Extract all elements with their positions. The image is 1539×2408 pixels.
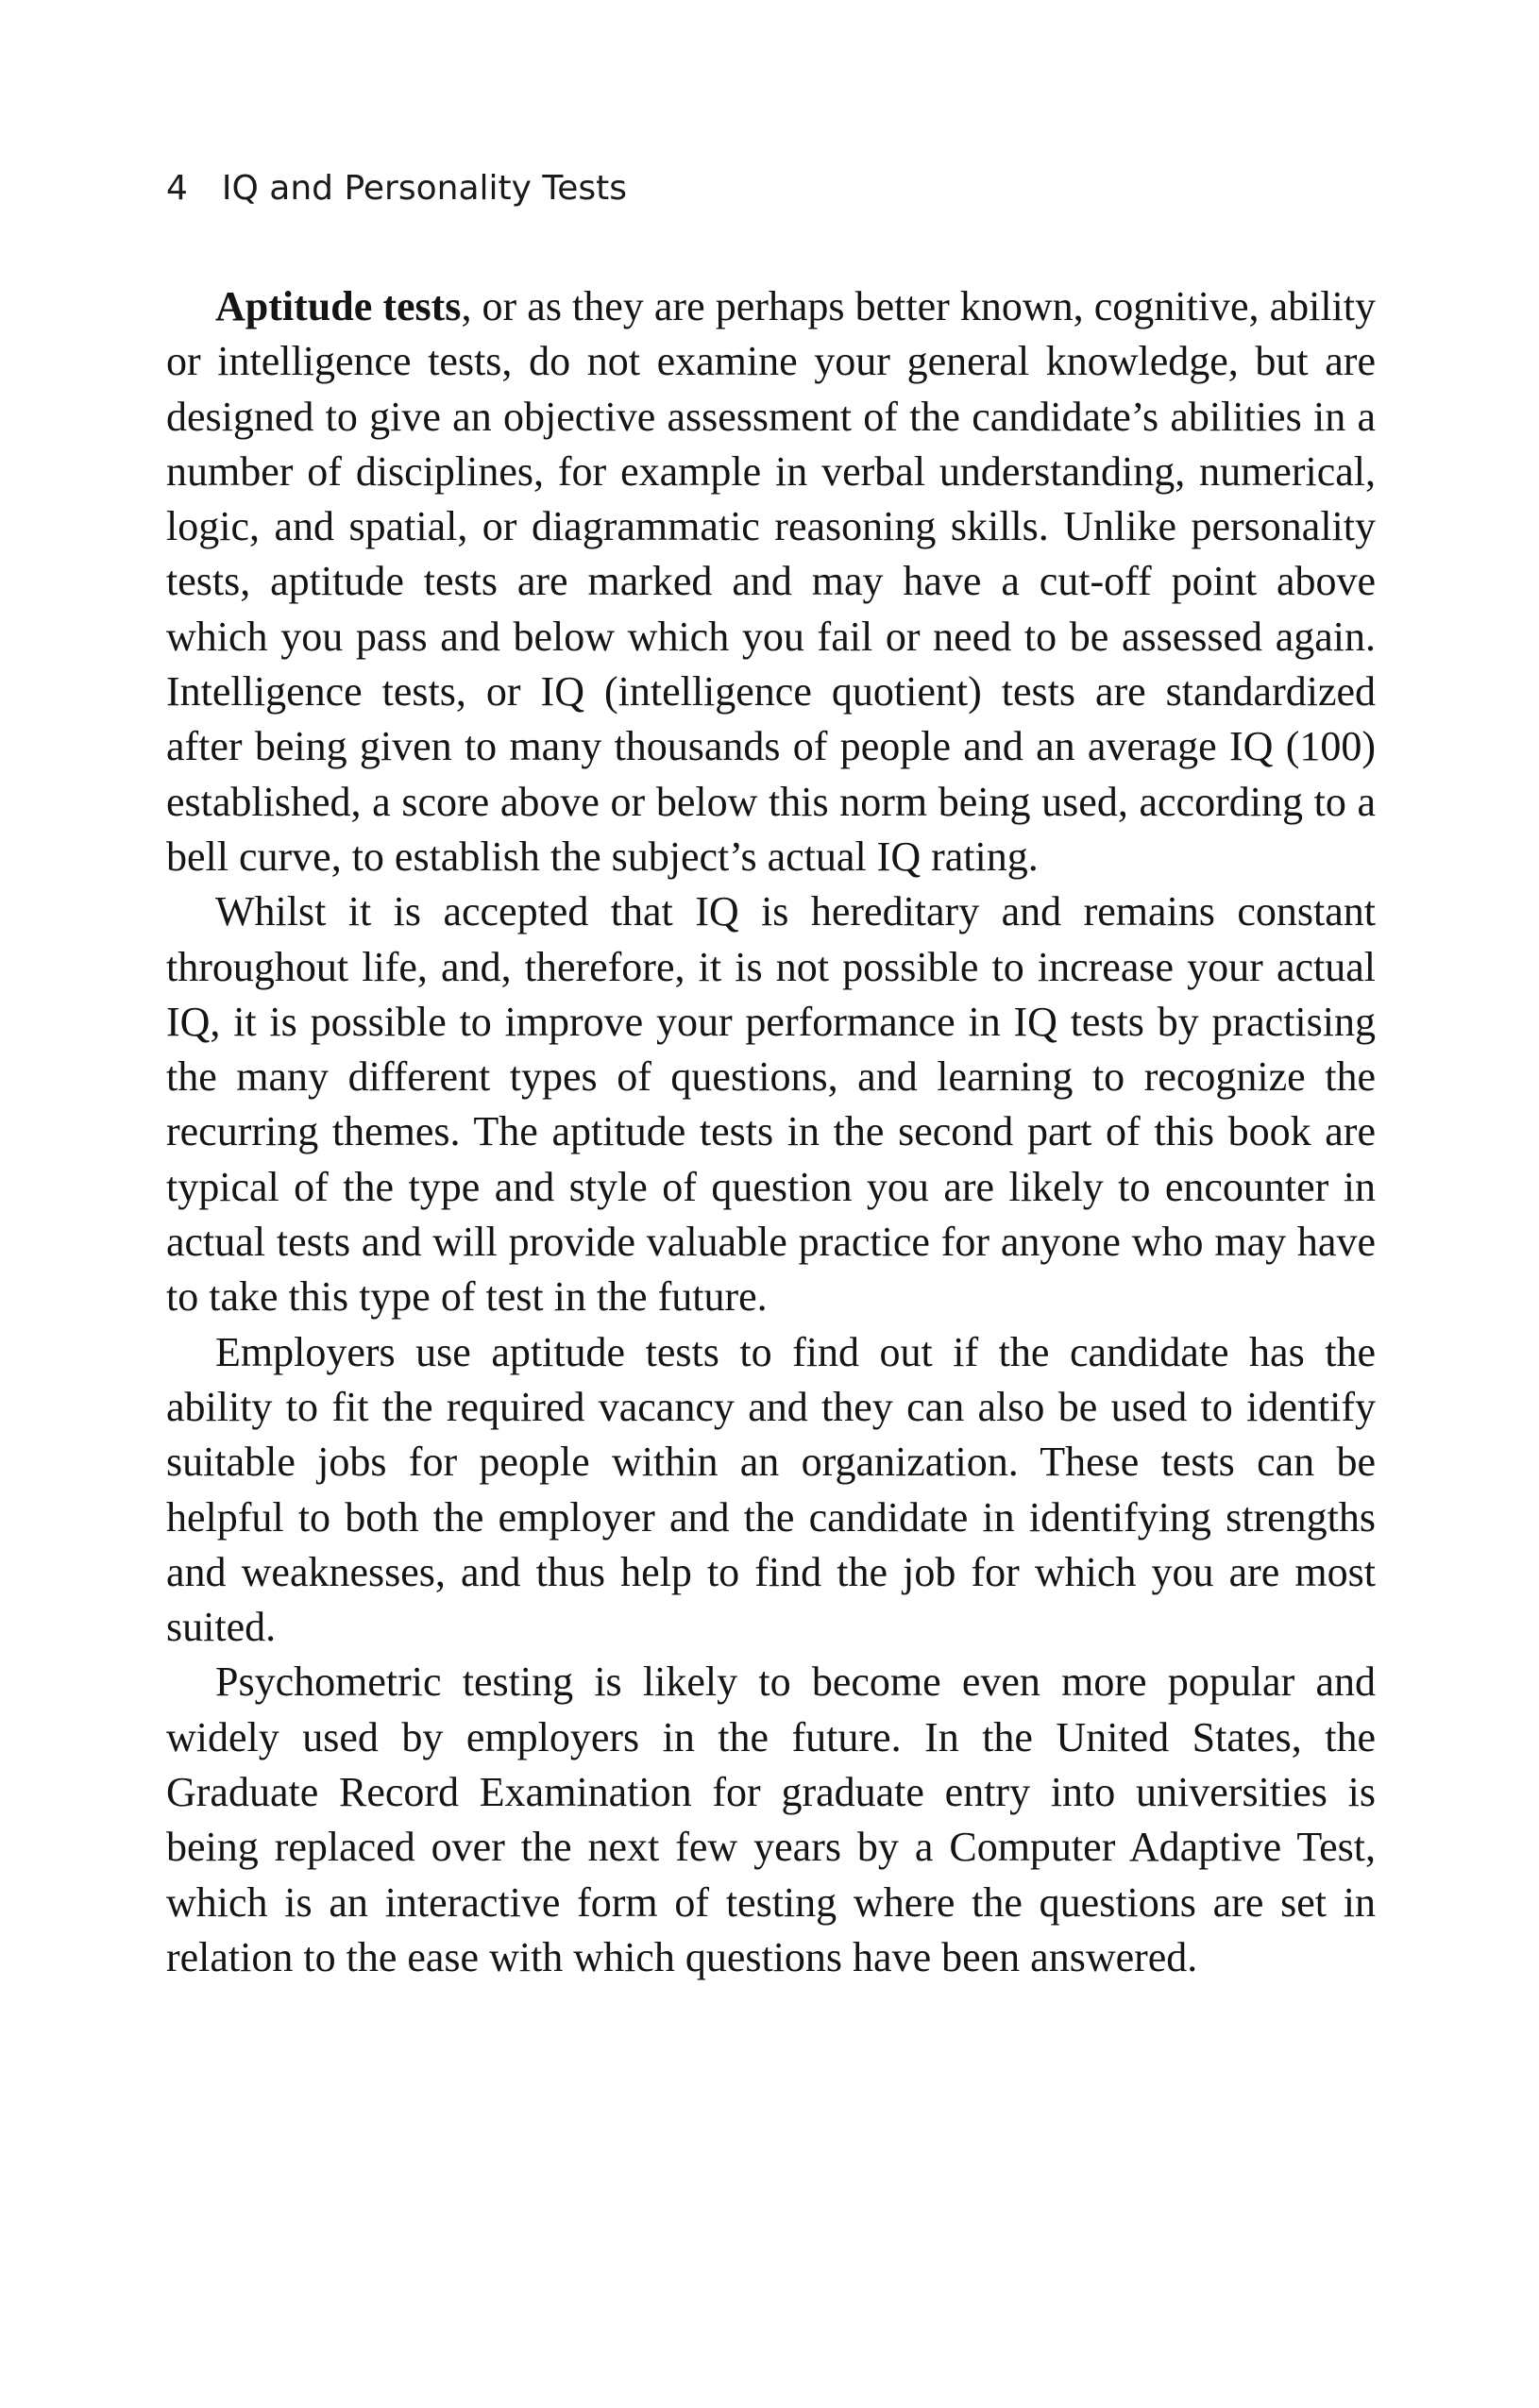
paragraph-iq-hereditary	[166, 884, 1376, 1324]
paragraph-employers	[166, 1325, 1376, 1656]
body-text	[166, 279, 1376, 1985]
paragraph-text: , or as they are perhaps better known, cognitive, ability or intelligence tests, do not examine your general knowledge, but are designed to give an objective assessment of the candidate’s abilities in a number of disciplines, for example in verbal understanding, numerical, logic, and spatial, or diagrammatic reasoning skills. Unlike personality tests, aptitude tests are marked and may have a cut-off point above which you pass and below which you fail or need to be assessed again. Intelligence tests, or IQ (intelligence quotient) tests are standardized after being given to many thousands of people and an average IQ (100) established, a score above or below this norm being used, according to a bell curve, to establish the subject’s actual IQ rating.	[166, 283, 1377, 880]
term-aptitude-tests: Aptitude tests	[215, 283, 462, 329]
paragraph-text: Psychometric testing is likely to become even more popular and widely used by employers in the future. In the United States, the Graduate Record Examination for graduate entry into universities is being replaced over the next few years by a Computer Adaptive Test, which is an interactive form of testing where the questions are set in relation to the ease with which questions have been answered.	[166, 1659, 1376, 1980]
paragraph-psychometric-testing	[166, 1655, 1376, 1985]
paragraph-text: Whilst it is accepted that IQ is hereditary and remains constant throughout life, and, therefore, it is not possible to increase your actual IQ, it is possible to improve your performance in IQ tests by practising the many different types of questions, and learning to recognize the recurring themes. The aptitude tests in the second part of this book are typical of the type and style of question you are likely to encounter in actual tests and will provide valuable practice for anyone who may have to take this type of test in the future.	[166, 888, 1376, 1321]
paragraph-text: Employers use aptitude tests to find out if the candidate has the ability to fit the required vacancy and they can also be used to identify suitable jobs for people within an organization. These tests can be helpful to both the employer and the candidate in identifying strengths and weaknesses, and thus help to find the job for which you are most suited.	[166, 1328, 1376, 1651]
page-number: 4	[166, 169, 188, 208]
running-title: IQ and Personality Tests	[221, 169, 628, 208]
running-head	[166, 168, 627, 210]
paragraph-aptitude-tests	[166, 279, 1376, 884]
